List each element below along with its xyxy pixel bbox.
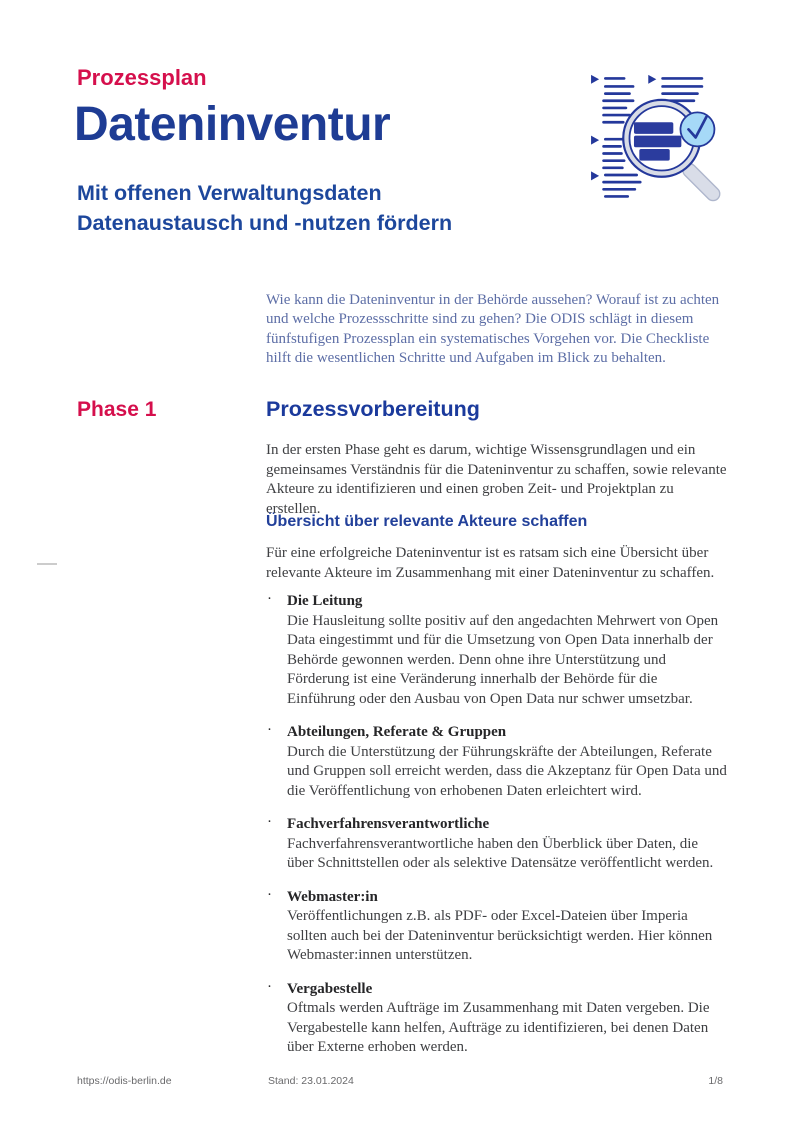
fold-mark	[37, 563, 57, 565]
page-footer	[0, 1075, 800, 1095]
actor-list	[266, 592, 728, 1072]
list-item-text: Oftmals werden Aufträge im Zusammenhang mit Daten vergeben. Die Vergabestelle kann helfen, Aufträge zu identifizieren, bei denen Daten über Externe erhoben werden.	[287, 1000, 710, 1055]
list-item-title: Abteilungen, Referate & Gruppen	[287, 724, 507, 740]
list-item	[266, 888, 728, 966]
page-subtitle: Mit offenen Verwaltungsdaten Datenaustausch und -nutzen fördern	[77, 181, 453, 235]
bullet-marker: ·	[267, 814, 272, 830]
list-item	[266, 592, 728, 709]
footer-page-indicator: 1/8	[708, 1075, 723, 1087]
bullet-marker: ·	[267, 978, 272, 995]
phase-heading: Prozessvorbereitung	[266, 397, 480, 421]
bullet-marker: ·	[267, 722, 272, 738]
section-intro-paragraph: Für eine erfolgreiche Dateninventur ist es ratsam sich eine Übersicht über relevante Akteure im Zusammenhang mit einer Dateninventur zu schaffen.	[266, 545, 715, 581]
list-item-text: Fachverfahrensverantwortliche haben den Überblick über Daten, die über Schnittstellen oder als selektive Datensätze veröffentlicht werden.	[287, 835, 714, 871]
section-subheading: Übersicht über relevante Akteure schaffen	[266, 513, 588, 530]
list-item-title: Vergabestelle	[287, 980, 373, 997]
phase-label: Phase 1	[77, 398, 157, 421]
footer-url-link[interactable]: https://odis-berlin.de	[77, 1075, 172, 1087]
list-item-title: Webmaster:in	[287, 888, 378, 905]
list-item-title: Die Leitung	[287, 593, 363, 609]
eyebrow-label: Prozessplan	[77, 65, 207, 90]
page-title: Dateninventur	[74, 98, 391, 151]
list-item	[266, 723, 728, 801]
bullet-marker: ·	[267, 886, 272, 903]
footer-date: Stand: 23.01.2024	[268, 1075, 354, 1087]
list-item-title: Fachverfahrensverantwortliche	[287, 816, 490, 832]
bullet-marker: ·	[267, 591, 272, 607]
document-search-check-icon	[583, 60, 735, 222]
list-item	[266, 815, 728, 874]
list-item-text: Die Hausleitung sollte positiv auf den angedachten Mehrwert von Open Data eingestimmt und für die Umsetzung von Open Data innerhalb der Behörde gewonnen werden. Denn ohne ihre Unterstützung und Förderung ist eine Veränderung innerhalb der Behörde für die Einführung oder den Ausbau von Open Data nur schwer umsetzbar.	[287, 612, 719, 707]
intro-paragraph: Wie kann die Dateninventur in der Behörde aussehen? Worauf ist zu achten und welche Prozessschritte sind zu gehen? Die ODIS schlägt in diesem fünfstufigen Prozessplan ein systematisches Vorgehen vor. Die Checkliste hilft die wesentlichen Schritte und Aufgaben im Blick zu behalten.	[266, 292, 720, 366]
list-item	[266, 980, 728, 1058]
list-item-text: Durch die Unterstützung der Führungskräfte der Abteilungen, Referate und Gruppen soll erreicht werden, dass die Akzeptanz für Open Data und die Veröffentlichung von erhobenen Daten erleichtert wird.	[287, 743, 727, 799]
phase-intro-paragraph: In der ersten Phase geht es darum, wichtige Wissensgrundlagen und ein gemeinsames Verständnis für die Dateninventur zu schaffen, sowie relevante Akteure zu identifizieren und einen groben Zeit- und Projektplan zu erstellen.	[266, 442, 727, 517]
list-item-text: Veröffentlichungen z.B. als PDF- oder Excel-Dateien über Imperia sollten auch bei der Dateninventur berücksichtigt werden. Hier können Webmaster:innen unterstützen.	[287, 908, 713, 963]
